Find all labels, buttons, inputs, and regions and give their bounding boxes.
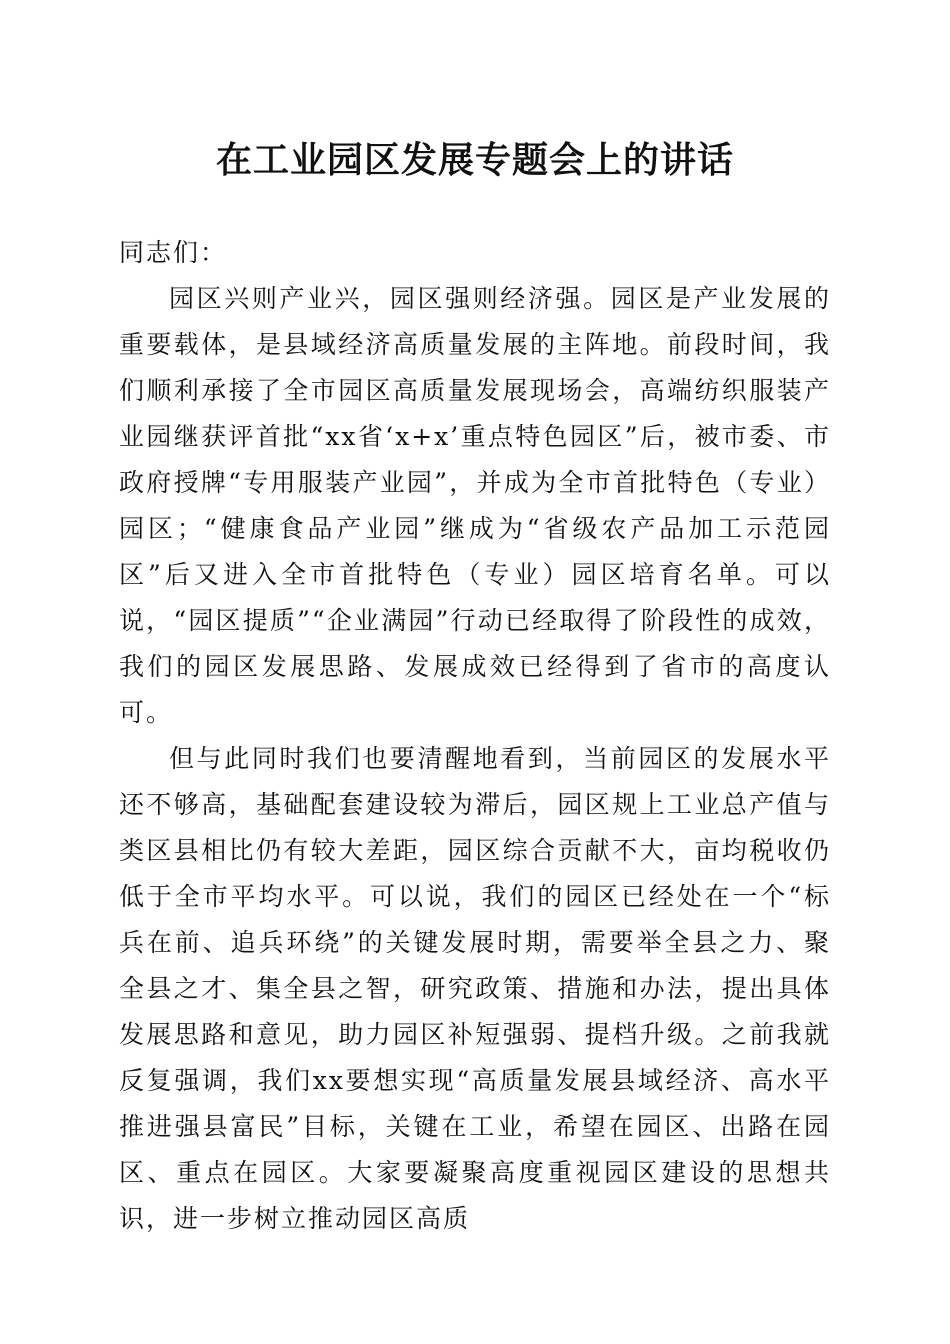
paragraph-2: 但与此同时我们也要清醒地看到，当前园区的发展水平还不够高，基础配套建设较为滞后，园区规上工业总产值与类区县相比仍有较大差距，园区综合贡献不大，亩均税收仍低于全市平均水平。可以说，我们的园区已经处在一个“标兵在前、追兵环绕”的关键发展时期，需要举全县之力、聚全县之才、集全县之智，研究政策、措施和办法，提出具体发展思路和意见，助力园区补短强弱、提档升级。之前我就反复强调，我们xx要想实现“高质量发展县域经济、高水平推进强县富民”目标，关键在工业，希望在园区、出路在园区、重点在园区。大家要凝聚高度重视园区建设的思想共识，进一步树立推动园区高质 [119, 744, 831, 1233]
paragraph-1: 园区兴则产业兴，园区强则经济强。园区是产业发展的重要载体，是县域经济高质量发展的主阵地。前段时间，我们顺利承接了全市园区高质量发展现场会，高端纺织服装产业园继获评首批“xx省‘x+x’重点特色园区”后，被市委、市政府授牌“专用服装产业园”，并成为全市首批特色（专业）园区；“健康食品产业园”继成为“省级农产品加工示范园区”后又进入全市首批特色（专业）园区培育名单。可以说，“园区提质”“企业满园”行动已经取得了阶段性的成效，我们的园区发展思路、发展成效已经得到了省市的高度认可。 [119, 284, 831, 727]
page-title: 在工业园区发展专题会上的讲话 [215, 139, 734, 181]
salutation: 同志们： [119, 238, 228, 267]
document-body [119, 230, 831, 1242]
